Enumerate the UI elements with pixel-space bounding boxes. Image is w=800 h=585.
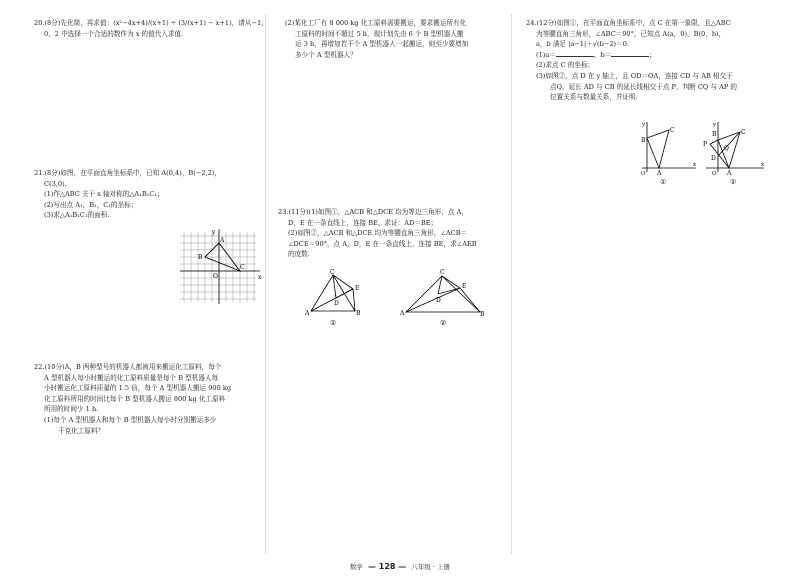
question-22	[34, 362, 259, 436]
q24-fig1-label-o: O	[641, 171, 646, 177]
q23-fig1-label-a: A	[305, 310, 310, 317]
q23-fig2-triangle-dce	[438, 276, 460, 294]
q23-fig2-label-a: A	[400, 310, 405, 317]
question-21	[34, 168, 259, 221]
q22b-line: 多少个 A 型机器人？	[295, 50, 357, 59]
page-footer	[0, 562, 800, 571]
q24-fig2-triangle-abc	[718, 132, 740, 168]
q23-fig1-label-b: B	[356, 310, 361, 317]
q23-figure-1	[305, 268, 365, 328]
q23-fig2-label-e: E	[462, 283, 467, 290]
q22-line: 化工原料所用的时间比每个 B 型机器人搬运 800 kg 化工原料	[44, 394, 226, 403]
q23-fig2-label-c: C	[440, 269, 445, 276]
q21-line: (3)求△A₁B₁C₁的面积.	[44, 211, 110, 220]
q23-fig2-caption: ②	[440, 319, 447, 327]
footer-grade: 八年级 · 上册	[411, 563, 451, 571]
q23-fig1-triangle-acb	[311, 275, 355, 311]
q23-fig2-label-b: B	[480, 311, 485, 318]
q23-line: D，E 在一条直线上，连接 BE，求证：AD＝BE；	[288, 218, 438, 227]
q22-line: 22.(10分)A，B 两种型号的机器人都被用来搬运化工原料，每个	[34, 363, 222, 371]
q21-label-y: y	[212, 229, 216, 236]
q21-label-b: B	[198, 254, 203, 261]
q21-line: (1)作△ABC 关于 x 轴对称的△A₁B₁C₁；	[44, 190, 164, 199]
q21-line: (2)写出点 A₁，B₁，C₁的坐标；	[44, 200, 138, 209]
q24-fig1-label-x: x	[693, 162, 697, 168]
q24-figure-2	[702, 120, 768, 186]
q24-fig2-label-p: P	[703, 141, 708, 148]
q22-line: A 型机器人每小时搬运的化工原料质量是每个 B 型机器人每	[44, 373, 219, 382]
q20-line: 0，2 中选择一个合适的数作为 x 的值代入求值.	[44, 29, 184, 38]
question-24	[526, 18, 770, 103]
q23-figure-2	[400, 268, 490, 328]
column-divider-right	[511, 14, 512, 554]
answer-blank-b[interactable]	[611, 50, 649, 57]
q24-line: (3)如图②，点 D 在 y 轴上，且 OD＝OA，连接 CD 与 AB 相交于	[536, 71, 733, 80]
q21-label-a: A	[220, 237, 225, 244]
q22-line: 小时搬运化工原料质量的 1.5 倍，每个 A 型机器人搬运 900 kg	[44, 384, 232, 393]
q23-fig1-label-d: D	[334, 300, 339, 307]
answer-blank-a[interactable]	[556, 50, 594, 57]
q24-line: 点Q，延长 AD 与 CB 的延长线相交于点 P，判断 CQ 与 AP 的	[550, 82, 737, 91]
q24-line: 位置关系与数量关系，并证明.	[550, 93, 638, 102]
q23-line: 的度数.	[288, 250, 310, 259]
q24-fig1-label-b: B	[641, 137, 646, 144]
q23-fig1-label-e: E	[355, 285, 360, 292]
q22b-line: 运 3 h，再增加若干个 A 型机器人一起搬运，则至少要增加	[295, 40, 469, 49]
column-divider-left	[265, 14, 266, 554]
q24-part-2: (2)求点 C 的坐标；	[536, 61, 595, 70]
q22-line: 千克化工原料？	[58, 426, 105, 435]
q22-line: (1)每个 A 型机器人和每个 B 型机器人每小时分别搬运多少	[44, 415, 217, 424]
question-20	[34, 18, 268, 39]
question-23	[278, 207, 506, 260]
q24-fig2-label-x: x	[761, 162, 765, 168]
q23-fig1-caption: ①	[330, 319, 337, 327]
q23-fig2-label-d: D	[436, 297, 441, 304]
q21-label-c: C	[240, 264, 245, 271]
q22b-line: (2)某化工厂有 8 000 kg 化工原料需要搬运，要求搬运所有化	[285, 19, 467, 27]
q23-line: 23.(11分)(1)如图①，△ACB 和△DCE 均为等边三角形，点 A，	[278, 208, 468, 216]
q24-line: 为等腰直角三角形，∠ABC＝90°，已知点 A(a，0)，B(0，b)，	[536, 29, 726, 38]
q24-fig2-label-b: B	[712, 131, 717, 138]
q23-line: (2)如图②，△ACB 和△DCE 均为等腰直角三角形，∠ACB＝	[288, 229, 468, 238]
footer-page-number: — 128 —	[368, 562, 407, 571]
q22b-line: 工原料的时间不超过 5 h，现计划先由 6 个 B 型机器人搬	[295, 29, 464, 38]
q20-line: 20.(8分)先化简，再求值：(x²−4x+4)/(x+1) ÷ (3/(x+1) − x+1)，请从−1，	[34, 19, 268, 27]
q21-label-x: x	[258, 274, 262, 281]
q24-fig2-label-o: O	[712, 171, 717, 177]
q24-part-1: (1)a＝ ，b＝ ；	[536, 50, 656, 59]
q22-line: 所用的时间少 1 h.	[44, 405, 99, 414]
q21-grid-figure	[178, 228, 264, 306]
q23-fig2-triangle-acb	[406, 276, 480, 312]
q24-fig2-label-a: A	[727, 170, 732, 177]
q24-line: a，b 满足 |a−1|＋√(b−2)＝0.	[536, 40, 629, 49]
q24-fig2-label-d: D	[711, 155, 716, 162]
q21-label-o: O	[213, 273, 218, 280]
q24-fig1-label-a: A	[657, 170, 662, 177]
q23-fig1-label-c: C	[330, 269, 335, 276]
q24-line: 24.(12分)如图①，在平面直角坐标系中，点 C 在第一象限，且△ABC	[526, 19, 731, 27]
q24-fig1-triangle-abc	[647, 130, 669, 168]
q24-fig2-label-q: Q	[724, 145, 729, 152]
q21-line: C(3,0).	[44, 179, 67, 188]
q24-fig1-caption: ①	[660, 178, 667, 186]
q21-line: 21.(8分)如图，在平面直角坐标系中，已知 A(0,4)，B(−2,2)，	[34, 169, 222, 177]
q24-fig1-label-y: y	[642, 122, 646, 128]
q23-line: ∠DCE＝90°，点 A，D，E 在一条直线上，连接 BE，求∠AEB	[288, 239, 477, 248]
q24-fig2-label-y: y	[713, 122, 717, 128]
footer-subject: 数学	[349, 563, 363, 571]
q24-fig2-caption: ②	[730, 178, 737, 186]
question-22-part2	[285, 18, 507, 60]
q24-fig1-label-c: C	[670, 127, 675, 134]
q24-fig2-label-c: C	[741, 129, 746, 136]
q24-figure-1	[636, 120, 700, 186]
